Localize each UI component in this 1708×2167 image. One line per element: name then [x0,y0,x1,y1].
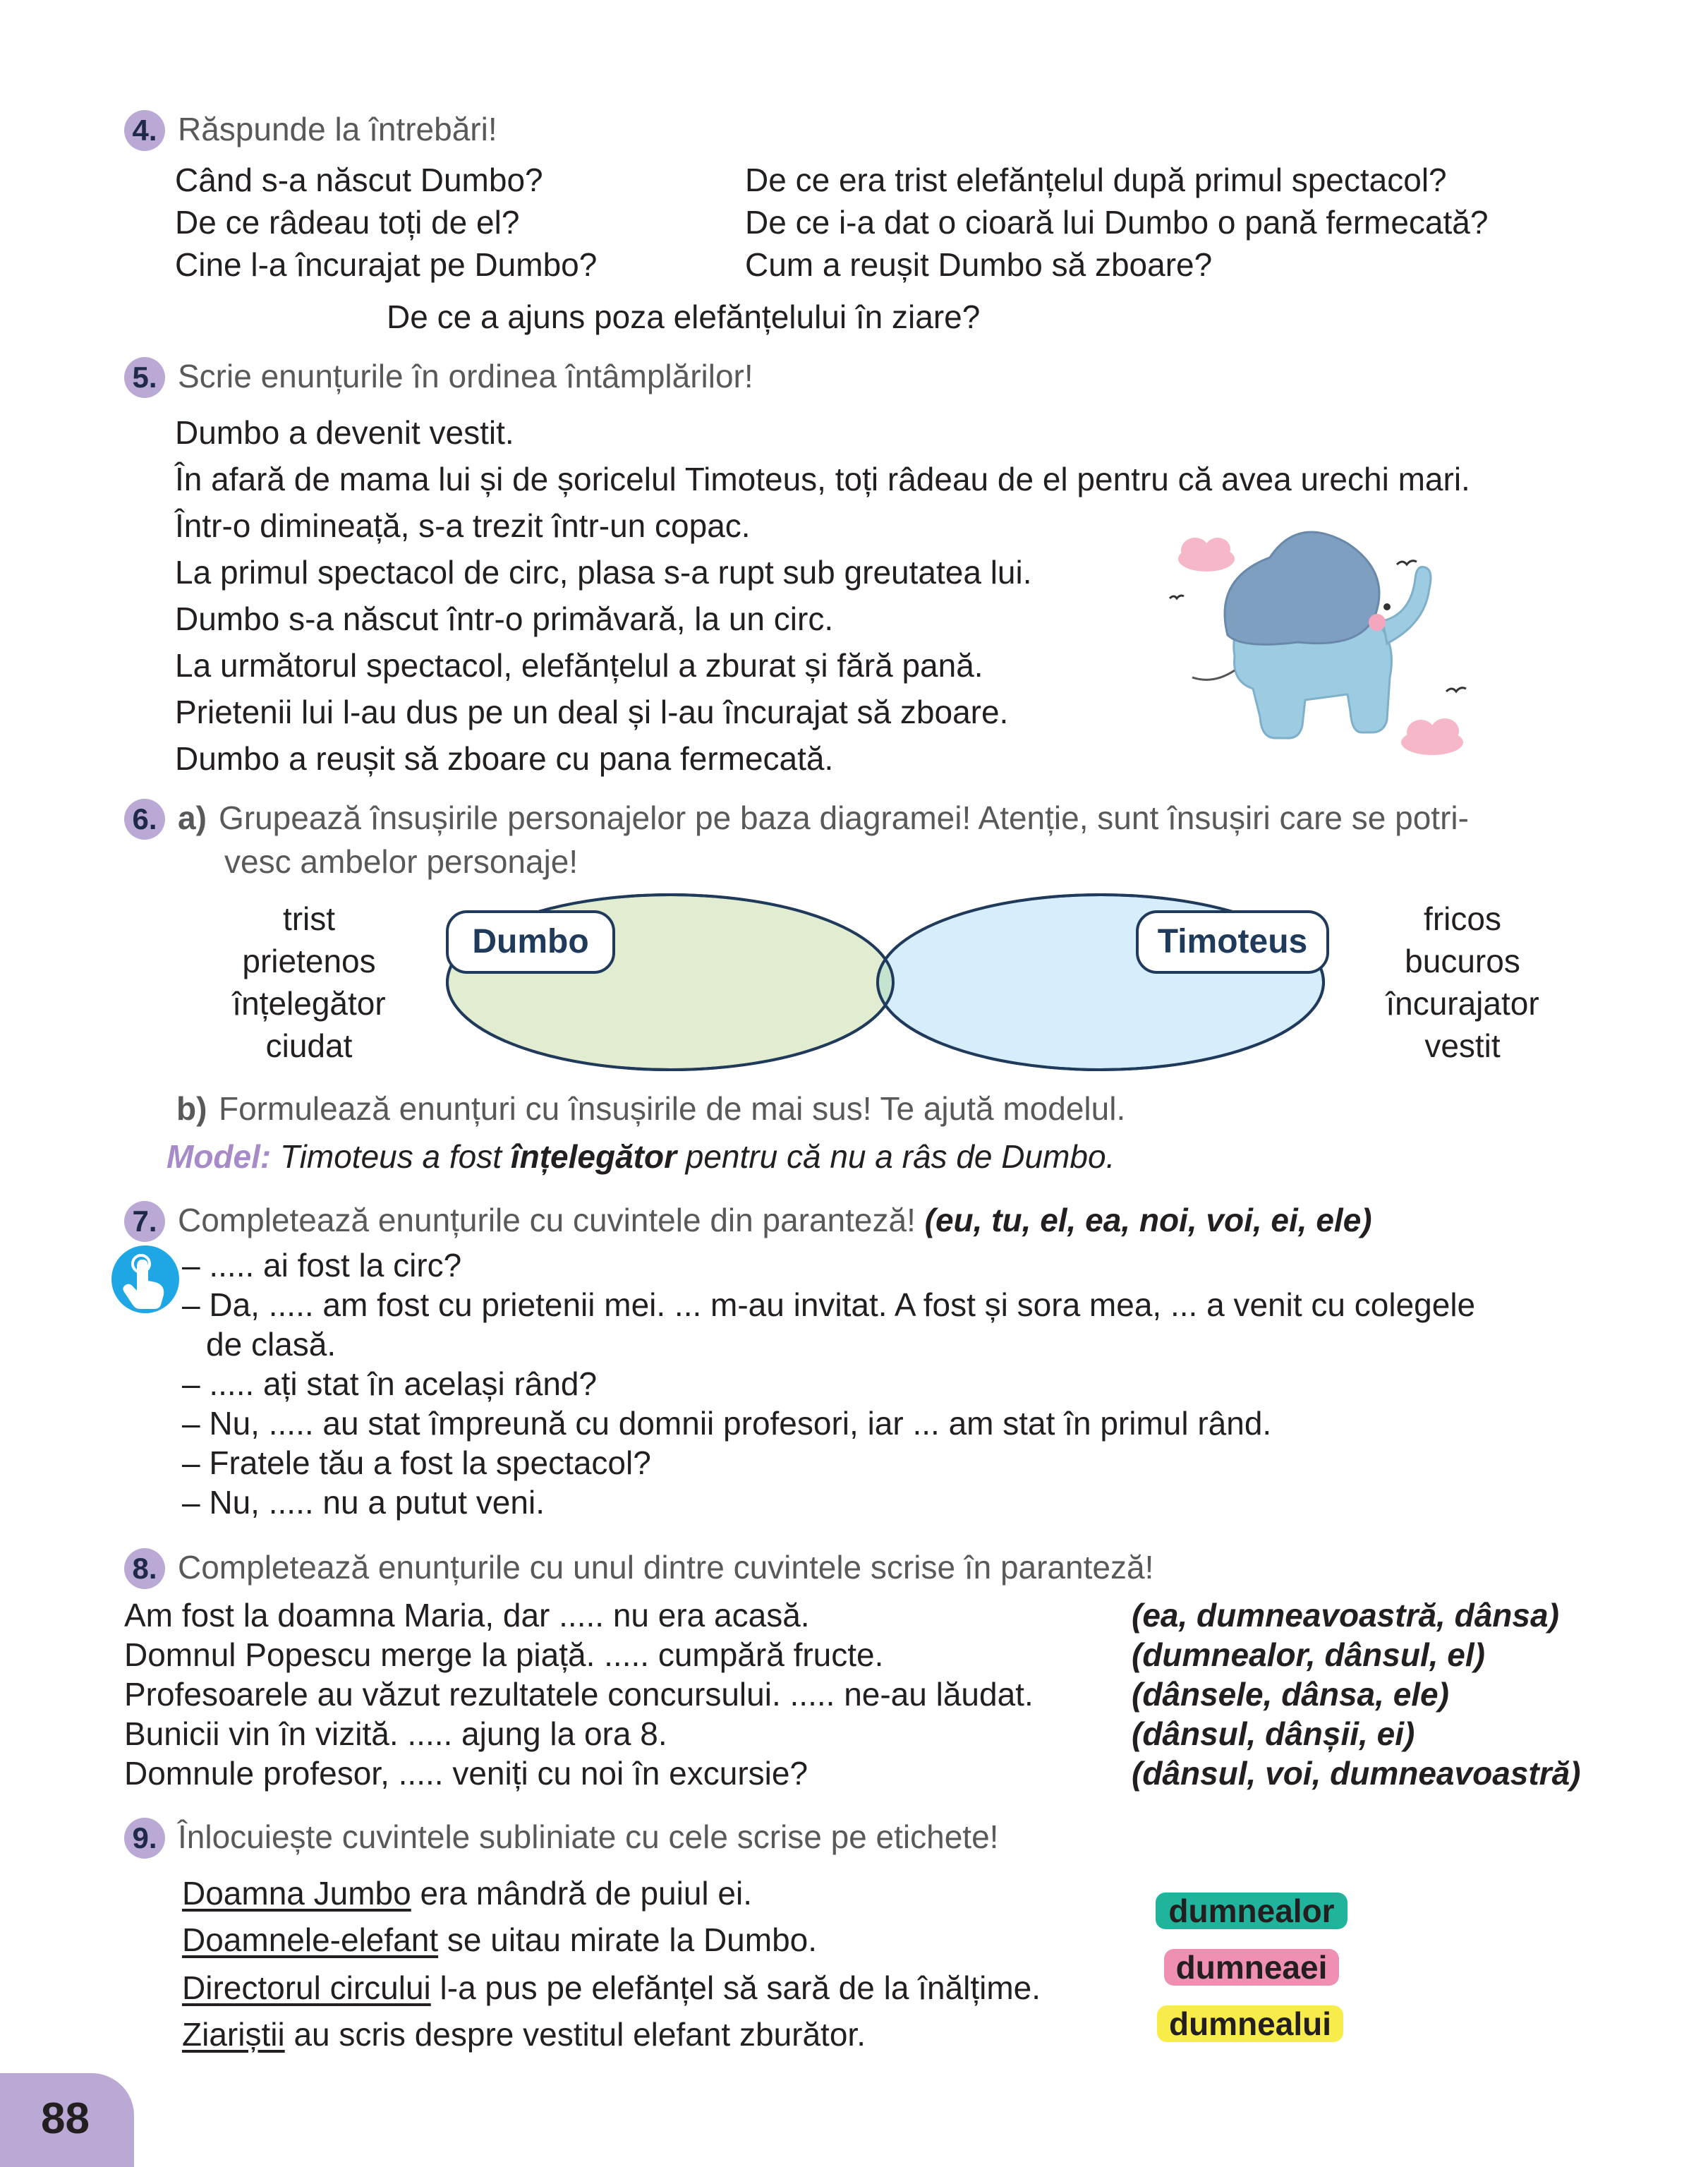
model-sentence [166,1137,1115,1176]
ex5-sentence: La primul spectacol de circ, plasa s-a rupt sub greutatea lui. [175,554,1032,591]
exercise-7-title [178,1201,1372,1240]
sentence-rest: se uitau mirate la Dumbo. [438,1921,818,1958]
ex4-question: De ce râdeau toți de el? [175,204,520,241]
model-text-part2: pentru că nu a râs de Dumbo. [676,1138,1115,1175]
ex7-line: – ..... ai fost la circ? [182,1247,462,1284]
ex5-sentence: În afară de mama lui și de șoricelul Timoteus, toți râdeau de el pentru că avea urechi mari. [175,461,1470,497]
venn-label-dumbo: Dumbo [446,910,615,974]
trait: trist [282,900,336,937]
exercise-6a-text-line2: vesc ambelor personaje! [224,843,579,880]
page-number-tab [0,2073,134,2167]
exercise-5-number: 5. [124,357,165,398]
ex4-question: De ce i-a dat o cioară lui Dumbo o pană fermecată? [745,204,1489,241]
trait: ciudat [265,1027,353,1064]
exercise-4-title: Răspunde la întrebări! [178,111,497,147]
ex5-sentence: Prietenii lui l-au dus pe un deal și l-au încurajat să zboare. [175,694,1009,730]
ex4-question: Cine l-a încurajat pe Dumbo? [175,246,598,283]
ex5-sentence: Dumbo a devenit vestit. [175,414,514,451]
ex5-sentence: Dumbo s-a născut într-o primăvară, la un circ. [175,600,834,637]
elephant-eye [1383,603,1391,610]
ex8-options: (ea, dumneavoastră, dânsa) [1132,1597,1559,1634]
ex8-sentence: Profesoarele au văzut rezultatele concursului. ..... ne-au lăudat. [124,1676,1034,1713]
sentence-rest: l-a pus pe elefănțel să sară de la înălțime. [430,1969,1041,2006]
ex8-options: (dânsul, voi, dumneavoastră) [1132,1755,1581,1792]
elephant-cheek [1369,614,1386,631]
hand-pointer-icon [111,1245,179,1313]
ex8-sentence: Am fost la doamna Maria, dar ..... nu era acasă. [124,1597,810,1634]
ex9-sentence [182,2015,866,2054]
ex7-line: – Nu, ..... nu a putut veni. [182,1484,545,1521]
exercise-9-title: Înlocuiește cuvintele subliniate cu cele scrise pe etichete! [178,1818,999,1855]
ex7-line: – Fratele tău a fost la spectacol? [182,1444,651,1481]
exercise-6b-label: b) [176,1090,207,1127]
ex7-line: – ..... ați stat în același rând? [182,1365,598,1402]
exercise-7-title-text: Completează enunțurile cu cuvintele din paranteză! [178,1202,925,1238]
cloud-icon [1178,538,1235,572]
exercise-6-number: 6. [124,799,165,840]
exercise-7-number: 7. [124,1201,165,1242]
flying-elephant-illustration [1150,515,1489,783]
underlined-words: Ziariștii [182,2016,285,2053]
ex7-line: – Nu, ..... au stat împreună cu domnii profesori, iar ... am stat în primul rând. [182,1405,1272,1442]
exercise-9-number: 9. [124,1818,165,1859]
model-text-bold: înțelegător [510,1138,677,1175]
page-number: 88 [41,2094,90,2143]
model-text-part1: Timoteus a fost [279,1138,511,1175]
underlined-words: Doamnele-elefant [182,1921,439,1958]
ex4-question: De ce a ajuns poza elefănțelului în ziare? [387,298,981,335]
label-tag-dumnealor: dumnealor [1156,1893,1347,1929]
elephant-tail [1192,670,1235,680]
exercise-8-number: 8. [124,1548,165,1589]
exercise-6a-text-line1: Grupează însușirile personajelor pe baza diagramei! Atenție, sunt însușiri care se potri- [219,799,1469,836]
exercise-7-options: (eu, tu, el, ea, noi, voi, ei, ele) [924,1202,1372,1238]
elephant-ear [1225,532,1379,644]
ex8-options: (dânsul, dânșii, ei) [1132,1715,1415,1752]
cloud-icon [1401,718,1463,755]
sentence-rest: au scris despre vestitul elefant zburător. [284,2016,866,2053]
exercise-5-title: Scrie enunțurile în ordinea întâmplărilor! [178,358,753,394]
ex8-options: (dumnealor, dânsul, el) [1132,1636,1485,1673]
ex7-line: de clasă. [206,1326,337,1363]
ex9-sentence [182,1969,1041,2008]
exercise-4-number: 4. [124,110,165,151]
trait: încurajator [1386,985,1539,1022]
ex5-sentence: La următorul spectacol, elefănțelul a zburat și fără pană. [175,647,983,684]
ex8-sentence: Domnul Popescu merge la piață. ..... cumpără fructe. [124,1636,884,1673]
trait: prietenos [242,943,376,979]
model-label: Model: [166,1138,272,1175]
ex9-sentence [182,1921,817,1960]
ex9-sentence [182,1874,752,1913]
ex5-sentence: Dumbo a reușit să zboare cu pana fermecată. [175,740,834,777]
venn-label-timoteus: Timoteus [1136,910,1329,974]
exercise-8-title: Completează enunțurile cu unul dintre cuvintele scrise în paranteză! [178,1549,1154,1586]
right-traits-list [1362,898,1563,1067]
ex8-sentence: Domnule profesor, ..... veniți cu noi în excursie? [124,1755,808,1792]
ex4-question: Când s-a născut Dumbo? [175,162,543,198]
exercise-6a-label: a) [178,799,207,836]
label-tag-dumneaei: dumneaei [1164,1949,1339,1986]
sentence-rest: era mândră de puiul ei. [411,1875,753,1912]
ex8-sentence: Bunicii vin în vizită. ..... ajung la ora 8. [124,1715,667,1752]
trait: fricos [1424,900,1501,937]
trait: vestit [1424,1027,1501,1064]
ex5-sentence: Într-o dimineață, s-a trezit într-un copac. [175,507,751,544]
ex4-question: Cum a reușit Dumbo să zboare? [745,246,1213,283]
trait: înțelegător [232,985,386,1022]
underlined-words: Directorul circului [182,1969,431,2006]
ex7-line: – Da, ..... am fost cu prietenii mei. ... m-au invitat. A fost și sora mea, ... a venit cu colegele [182,1286,1476,1323]
ex8-options: (dânsele, dânsa, ele) [1132,1676,1449,1713]
trait: bucuros [1405,943,1520,979]
left-traits-list [212,898,406,1067]
ex4-question: De ce era trist elefănțelul după primul spectacol? [745,162,1447,198]
underlined-words: Doamna Jumbo [182,1875,411,1912]
label-tag-dumnealui: dumnealui [1157,2005,1343,2042]
exercise-6b-text: Formulează enunțuri cu însușirile de mai sus! Te ajută modelul. [219,1090,1126,1127]
